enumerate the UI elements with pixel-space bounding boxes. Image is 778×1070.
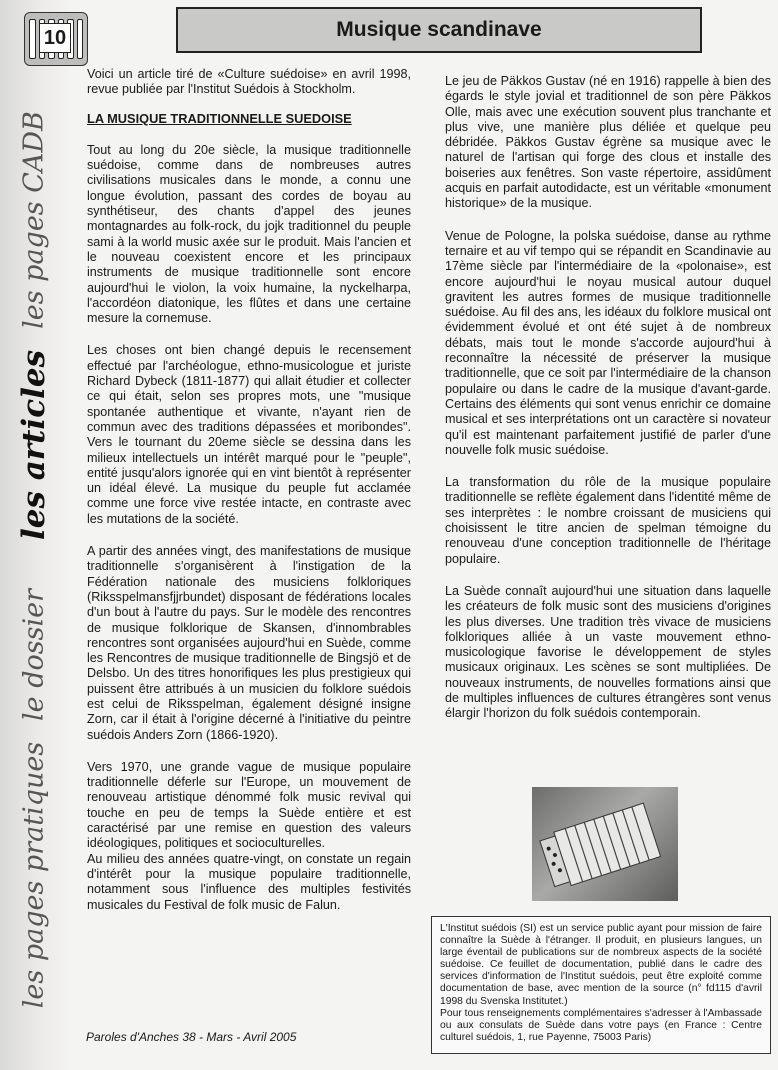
article-paragraph: Le jeu de Päkkos Gustav (né en 1916) rappelle à bien des égards le style jovial et traditionnel de son père Päkkos Olle, mais avec une exécution souvent plus tranchante et plus vive, une manière plus déliée et quelque peu débridée. Päkkos Gustav égrène sa musique avec le naturel de l'artisan qui forge des clous et installe des boiseries aux fenêtres. Son vaste répertoire, assidûment acquis en parfait autodidacte, est un véritable «monument historique» de la musique. bbox=[445, 74, 771, 211]
article-column-right bbox=[445, 74, 771, 739]
article-paragraph: Au milieu des années quatre-vingt, on constate un regain d'intérêt pour la musique populaire traditionnelle, notamment sous l'influence des multiples festivités musicales du Festival de folk music de Falun. bbox=[87, 851, 411, 912]
accordion-page-badge bbox=[24, 12, 88, 66]
sidebar-item-pages-pratiques: les pages pratiques bbox=[18, 741, 50, 1009]
page-number: 10 bbox=[39, 23, 71, 53]
sidebar-item-pages-cadb: les pages CADB bbox=[18, 111, 50, 329]
sidebar bbox=[0, 0, 68, 1070]
article-intro: Voici un article tiré de «Culture suédoise» en avril 1998, revue publiée par l'Institut Suédois à Stockholm. bbox=[87, 67, 411, 97]
footer-issue: Paroles d'Anches 38 - Mars - Avril 2005 bbox=[86, 1030, 297, 1044]
article-paragraph: La Suède connaît aujourd'hui une situation dans laquelle les créateurs de folk music sont des musiciens d'origines les plus diverses. Une tradition très vivace de musiciens folkloriques alliée à un vaste mouvement ethno-musicologique favorise le développement de styles musicaux originaux. Les scènes se sont multipliées. De nouveaux instruments, de nouvelles formations ainsi que de multiples influences de cultures étrangères sont venus élargir l'horizon du folk suédois contemporain. bbox=[445, 583, 771, 721]
accordion-photo bbox=[532, 787, 678, 901]
article-paragraph: Tout au long du 20e siècle, la musique traditionnelle suédoise, comme dans de nombreuses autres civilisations musicales dans le monde, a connu une longue évolution, passant des cordes de boyau au synthétiseur, des chants d'appel des jeunes montagnardes au folk-rock, du jojk traditionnel du peuple sami à la world music axée sur le produit. Mais l'ancien et le nouveau coexistent encore et les principaux instruments de musique traditionnelle sont encore aujourd'hui le violon, la voix humaine, la nyckelharpa, l'accordéon diatonique, les flûtes et dans une certaine mesure la cornemuse. bbox=[87, 142, 411, 326]
sidebar-item-articles: les articles bbox=[16, 349, 52, 541]
info-text: L'Institut suédois (SI) est un service public ayant pour mission de faire connaître la Suède à l'étranger. Il produit, en plusieurs langues, un large éventail de publications sur de nombreux aspects de la société suédoise. Ce feuillet de documentation, publié dans le cadre des services d'information de l'Institut suédois, peut être exploité comme documentation de base, avec mention de la source (n° fd115 d'avril 1998 du Svenska Institutet.) bbox=[440, 923, 762, 1007]
section-heading: LA MUSIQUE TRADITIONNELLE SUEDOISE bbox=[87, 110, 352, 126]
sidebar-item-dossier: le dossier bbox=[18, 589, 50, 721]
page-title: Musique scandinave bbox=[176, 7, 702, 53]
article-paragraph: A partir des années vingt, des manifestations de musique traditionnelle s'organisèrent à l'instigation de la Fédération nationale des musiciens folkloriques (Riksspelmansfjjrbundet) disposant de fédérations locales d'un bout à l'autre du pays. Sur le modèle des rencontres de musique folklorique de Skansen, d'innombrables rencontres sont organisées aujourd'hui en Suède, comme les Rencontres de musique traditionnelle de Bingsjö et de Delsbo. Un des titres honorifiques les plus prestigieux qui puissent être attribués à un musicien du folklore suédois est celui de Riksspelman, également désigné insigne Zorn, car il était à l'origine décerné à l'initiative du peintre suédois Anders Zorn (1866-1920). bbox=[87, 544, 411, 742]
institute-info-box bbox=[431, 916, 771, 1054]
article-column-left bbox=[87, 67, 411, 930]
contact-text: Pour tous renseignements complémentaires s'adresser à l'Ambassade ou aux consulats de Suède dans votre pays (en France : Centre culturel suédois, 1, rue Payenne, 75003 Paris) bbox=[440, 1007, 762, 1043]
article-paragraph: Les choses ont bien changé depuis le recensement effectué par l'archéologue, ethno-musicologue et juriste Richard Dybeck (1811-1877) qui allait étudier et collecter ce qui était, selon ses propres mots, une "musique spontanée authentique et vivante, n'ayant rien de commun avec des traditions dépassées et moribondes". Vers le tournant du 20eme siècle se dessina dans les milieux intellectuels un intérêt marqué pour le "peuple", entité jusqu'alors ignorée qui en vint bientôt à représenter un idéal élevé. La musique du peuple fut acclamée comme une force vive restée intacte, en contraste avec les mutations de la société. bbox=[87, 343, 411, 526]
article-paragraph: Venue de Pologne, la polska suédoise, danse au rythme ternaire et au vif tempo qui se répandit en Scandinavie au 17ème siècle par l'intermédiaire de la «polonaise», est encore aujourd'hui le noyau musical autour duquel gravitent les autres formes de musique traditionnelle suédoise. Au fil des ans, les idéaux du folklore musical ont évidemment évolué et ont été sujet à de nombreux débats, mais tout le monde s'accorde aujourd'hui à reconnaître la nécessité de préserver la musique traditionnelle, que ce soit par l'intermédiaire de la chanson populaire ou dans le cadre de la musique d'avant-garde. Certains des éléments qui sont venus enrichir ce domaine musical et ses interprétations ont un caractère si novateur qu'il est maintenant parfaitement justifié de parler d'une nouvelle folk music suédoise. bbox=[445, 228, 771, 457]
accordion-icon bbox=[532, 787, 678, 901]
article-paragraph: La transformation du rôle de la musique populaire traditionnelle se reflète également dans l'identité même de ses interprètes : le nombre croissant de musiciens qui choisissent le titre ancien de spelman témoigne du renouveau d'une conception traditionnelle de l'héritage populaire. bbox=[445, 475, 771, 566]
article-paragraph: Vers 1970, une grande vague de musique populaire traditionnelle déferle sur l'Europe, un mouvement de renouveau artistique dénommé folk music revival qui touche en peu de temps la Suède entière et est caractérisé par une remise en question des valeurs idéologiques, politiques et socioculturelles. bbox=[87, 759, 411, 851]
